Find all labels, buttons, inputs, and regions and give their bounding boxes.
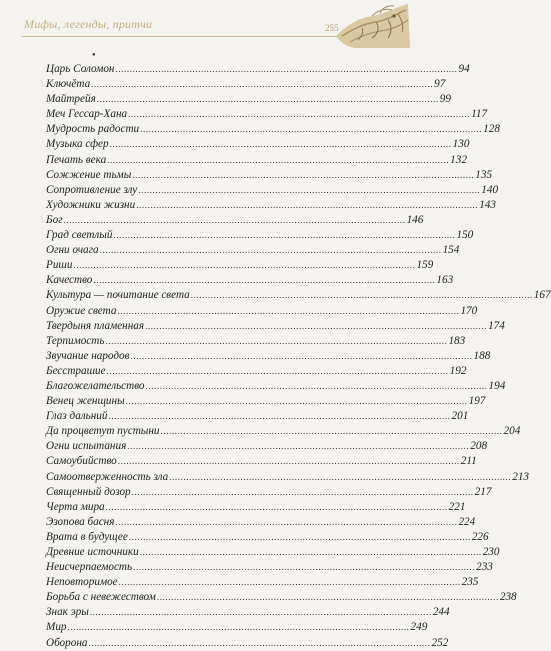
toc-entry-title: Майтрейя (46, 93, 96, 106)
toc-entry (46, 77, 446, 92)
toc-entry-title: Терпимость (46, 334, 105, 347)
toc-dot-leader: ........................................................................................................................ (125, 396, 468, 407)
toc-dot-leader: ........................................................................................................................ (127, 441, 470, 452)
toc-entry-page: 252 (431, 636, 449, 649)
toc-entry-page: 235 (461, 576, 479, 589)
toc-entry (46, 92, 451, 107)
toc-entry-page: 249 (410, 621, 428, 634)
toc-entry (46, 560, 493, 575)
toc-entry-title: Древние источники (46, 546, 139, 558)
toc-entry-title: Черта мира (46, 500, 105, 513)
toc-entry-title: Знак эры (46, 606, 89, 619)
toc-dot-leader: ........................................................................................................................ (73, 260, 416, 271)
toc-entry-page: 221 (448, 500, 466, 513)
toc-dot-leader: ........................................................................................................................ (91, 79, 434, 90)
toc-entry (46, 153, 467, 168)
toc-entry-page: 188 (473, 349, 491, 362)
toc-dot-leader: ........................................................................................................................ (190, 290, 533, 301)
toc-entry (46, 379, 506, 394)
toc-entry (46, 304, 478, 319)
toc-entry-title: Музыка сфер (46, 138, 109, 151)
toc-entry-title: Звучание народов (46, 349, 130, 362)
toc-entry (46, 485, 492, 500)
toc-entry-title: Глаз дальний (46, 410, 108, 423)
toc-entry-page: 230 (482, 546, 500, 558)
toc-entry (46, 228, 474, 243)
toc-entry-page: 99 (439, 93, 451, 106)
toc-entry-title: Мудрость радости (46, 123, 140, 136)
toc-dot-leader: ........................................................................................................................ (145, 320, 488, 331)
toc-entry-page: 197 (468, 395, 486, 408)
toc-entry (46, 394, 486, 409)
toc-entry-page: 244 (432, 606, 450, 619)
toc-dot-leader: ........................................................................................................................ (160, 426, 503, 437)
toc-dot-leader: ........................................................................................................................ (156, 592, 499, 603)
toc-dot-leader: ........................................................................................................................ (96, 94, 439, 105)
toc-entry-page: 211 (460, 455, 477, 468)
toc-entry-title: Град светлый (46, 229, 113, 242)
toc-entry-page: 204 (503, 425, 521, 438)
toc-dot-leader: ........................................................................................................................ (105, 335, 448, 346)
stray-mark: ● (92, 52, 96, 58)
toc-entry-title: Благожелательство (46, 379, 145, 392)
toc-entry-page: 130 (452, 138, 470, 151)
toc-dot-leader: ........................................................................................................................ (117, 456, 460, 467)
dragon-ornament-icon (332, 2, 410, 48)
toc-dot-leader: ........................................................................................................................ (136, 199, 479, 210)
toc-entry (46, 439, 488, 454)
toc-entry-page: 154 (442, 244, 460, 257)
toc-entry-title: Врата в будущее (46, 530, 128, 543)
toc-entry (46, 334, 466, 349)
toc-entry-title: Оружие света (46, 304, 117, 317)
toc-dot-leader: ........................................................................................................................ (128, 531, 471, 542)
toc-dot-leader: ........................................................................................................................ (145, 380, 488, 391)
toc-dot-leader: ........................................................................................................................ (109, 139, 452, 150)
toc-entry-page: 226 (471, 530, 489, 543)
toc-entry (46, 319, 505, 334)
toc-entry-page: 233 (476, 561, 493, 574)
toc-entry-page: 163 (436, 274, 454, 287)
toc-entry-title: Качество (46, 274, 93, 287)
toc-dot-leader: ........................................................................................................................ (115, 64, 458, 74)
toc-entry-page: 174 (488, 319, 505, 332)
toc-entry (46, 198, 496, 213)
toc-dot-leader: ........................................................................................................................ (117, 305, 460, 316)
toc-entry (46, 349, 491, 364)
toc-entry-title: Борьба с невежеством (46, 591, 156, 604)
toc-entry-page: 117 (471, 108, 488, 121)
toc-entry-title: Самоубийство (46, 455, 117, 468)
toc-entry-page: 167 (533, 289, 551, 302)
toc-entry-title: Мир (46, 621, 67, 634)
toc-dot-leader: ........................................................................................................................ (99, 245, 442, 256)
toc-entry (46, 364, 467, 379)
toc-dot-leader: ........................................................................................................................ (169, 471, 512, 482)
toc-dot-leader: ........................................................................................................................ (93, 275, 436, 286)
toc-entry-title: Огни очага (46, 244, 99, 257)
toc-entry (46, 454, 477, 469)
toc-entry-title: Меч Гессар-Хана (46, 108, 128, 121)
toc-entry-page: 224 (458, 515, 476, 528)
toc-entry-title: Культура — почитание света (46, 289, 190, 302)
toc-entry (46, 620, 428, 635)
toc-entry (46, 575, 479, 590)
toc-entry (46, 107, 488, 122)
toc-entry (46, 470, 530, 485)
toc-entry (46, 213, 424, 228)
toc-entry-title: Эзопова басня (46, 515, 115, 528)
toc-entry (46, 273, 454, 288)
toc-entry-page: 238 (499, 591, 517, 604)
toc-entry-title: Священный дозор (46, 485, 131, 498)
toc-entry (46, 137, 470, 152)
toc-entry (46, 590, 517, 605)
toc-entry-page: 208 (470, 440, 488, 453)
toc-entry-page: 146 (406, 213, 424, 226)
toc-entry (46, 500, 466, 515)
header-rule (22, 36, 360, 37)
toc-dot-leader: ........................................................................................................................ (138, 184, 481, 195)
toc-entry-page: 170 (460, 304, 478, 317)
toc-dot-leader: ........................................................................................................................ (89, 607, 432, 618)
toc-dot-leader: ........................................................................................................................ (107, 154, 450, 165)
toc-entry-title: Сожжение тьмы (46, 168, 132, 181)
toc-dot-leader: ........................................................................................................................ (88, 637, 431, 648)
toc-dot-leader: ........................................................................................................................ (140, 124, 483, 135)
toc-entry-page: 128 (483, 123, 500, 136)
toc-entry (46, 545, 500, 560)
toc-entry-page: 159 (416, 259, 434, 272)
toc-entry (46, 605, 450, 620)
toc-entry-page: 135 (475, 168, 493, 181)
toc-entry-title: Самоотверженность зла (46, 470, 169, 483)
toc-dot-leader: ........................................................................................................................ (133, 562, 476, 573)
toc-entry-title: Неповторимое (46, 576, 118, 589)
toc-entry-page: 132 (450, 153, 467, 166)
toc-dot-leader: ........................................................................................................................ (131, 486, 474, 497)
toc-entry-page: 183 (448, 334, 466, 347)
toc-entry-title: Риши (46, 259, 73, 272)
page-header (0, 0, 410, 48)
toc-entry-title: Ключĕта (46, 78, 91, 91)
toc-entry-title: Сопротивление злу (46, 183, 138, 196)
toc-dot-leader: ........................................................................................................................ (108, 411, 451, 422)
toc-entry-title: Царь Соломон (46, 63, 115, 75)
toc-entry-page: 140 (481, 183, 499, 196)
toc-entry (46, 288, 551, 303)
toc-entry-page: 97 (434, 78, 446, 91)
toc-dot-leader: ........................................................................................................................ (132, 169, 475, 180)
toc-entry-title: Художники жизни (46, 198, 136, 211)
toc-entry-page: 143 (479, 198, 496, 211)
toc-dot-leader: ........................................................................................................................ (139, 547, 482, 557)
toc-entry-page: 217 (474, 485, 492, 498)
toc-entry (46, 122, 500, 137)
toc-entry-title: Да процветут пустыни (46, 425, 160, 438)
toc-dot-leader: ........................................................................................................................ (67, 622, 410, 633)
toc-entry-title: Оборона (46, 636, 88, 649)
running-title: Мифы, легенды, притчи (24, 17, 153, 31)
toc-entry (46, 636, 449, 651)
toc-entry-title: Венец женщины (46, 395, 125, 408)
page-number: 255 (325, 23, 339, 33)
toc-entry-title: Бесстрашие (46, 364, 106, 377)
toc-dot-leader: ........................................................................................................................ (105, 501, 448, 512)
toc-entry (46, 409, 469, 424)
toc-dot-leader: ........................................................................................................................ (130, 350, 473, 361)
toc-dot-leader: ........................................................................................................................ (106, 365, 449, 376)
toc-entry-title: Печать века (46, 153, 107, 166)
toc-entry (46, 168, 493, 183)
toc-entry (46, 424, 521, 439)
toc-dot-leader: ........................................................................................................................ (113, 230, 456, 241)
toc-entry-page: 213 (512, 470, 530, 483)
toc-entry (46, 258, 434, 273)
toc-entry-page: 150 (456, 229, 474, 242)
toc-entry (46, 530, 489, 545)
toc-entry-page: 192 (449, 364, 467, 377)
toc-entry-title: Бог (46, 213, 63, 226)
toc-dot-leader: ........................................................................................................................ (115, 516, 458, 527)
toc-dot-leader: ........................................................................................................................ (118, 577, 461, 588)
toc-entry (46, 515, 476, 530)
toc-entry-title: Неисчерпаемость (46, 561, 133, 574)
toc-entry (46, 243, 460, 258)
toc-entry (46, 183, 499, 198)
toc-entry-page: 201 (451, 410, 469, 423)
toc-entry-title: Огни испытания (46, 440, 127, 453)
toc-entry-title: Твердыня пламенная (46, 319, 145, 332)
toc-entry-page: 194 (488, 379, 506, 392)
toc-entry-page: 94 (458, 63, 470, 75)
toc-dot-leader: ........................................................................................................................ (128, 109, 471, 120)
toc-dot-leader: ........................................................................................................................ (63, 214, 406, 225)
table-of-contents (46, 62, 551, 651)
toc-entry (46, 62, 470, 77)
